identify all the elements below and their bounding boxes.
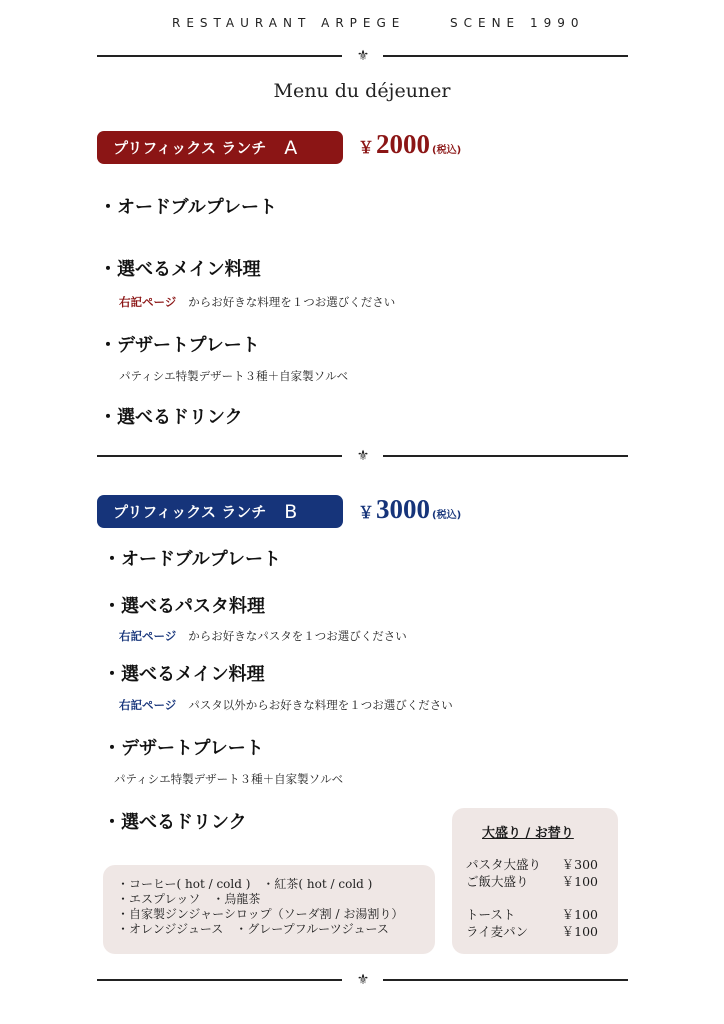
course-a-dessert-note: パティシエ特製デザート３種＋自家製ソルベ: [119, 369, 349, 383]
extras-item-name: パスタ大盛り: [466, 857, 542, 872]
divider-top: [97, 48, 628, 64]
course-a-price: [358, 129, 461, 160]
extras-row: [466, 905, 598, 923]
tax-label: (税込): [432, 145, 462, 156]
drink-line: ・エスプレッソ ・烏龍茶: [117, 892, 261, 906]
drink-line: ・コーヒー( hot / cold ) ・紅茶( hot / cold ): [117, 877, 373, 891]
extras-row: [466, 855, 598, 873]
course-a-item-hors-doeuvre: ・オードブルプレート: [99, 197, 278, 218]
course-a-item-dessert: ・デザートプレート: [99, 335, 260, 356]
course-b-badge: [97, 495, 343, 528]
extras-item-price: ￥100: [561, 907, 598, 922]
extras-item-name: トースト: [466, 907, 516, 922]
course-a-badge: [97, 131, 343, 164]
course-b-price-amount: 3000: [376, 494, 431, 524]
course-b-price: [358, 494, 461, 525]
course-a-price-amount: 2000: [376, 129, 431, 159]
extras-row: [466, 922, 598, 940]
note-ref-link: 右記ページ: [119, 629, 177, 643]
extras-title: 大盛り / お替り: [482, 826, 574, 841]
course-b-item-dessert: ・デザートプレート: [103, 738, 264, 759]
tax-label: (税込): [432, 510, 462, 521]
course-a-main-note: [119, 294, 395, 310]
note-text: からお好きな料理を１つお選びください: [188, 295, 396, 309]
extras-item-price: ￥100: [561, 874, 598, 889]
course-a-badge-label: プリフィックス ランチ: [113, 139, 267, 157]
drink-line: ・オレンジジュース ・グレープフルーツジュース: [117, 922, 389, 936]
extras-box: [452, 808, 618, 954]
extras-item-price: ￥300: [561, 857, 598, 872]
course-b-dessert-note: パティシエ特製デザート３種＋自家製ソルベ: [114, 772, 344, 786]
course-b-main-note: [119, 697, 453, 713]
yen-symbol: ￥: [358, 503, 375, 522]
drink-list-box: [103, 865, 435, 954]
course-b-item-main: ・選べるメイン料理: [103, 664, 265, 685]
course-b-badge-label: プリフィックス ランチ: [113, 503, 267, 521]
extras-item-name: ライ麦パン: [466, 924, 529, 939]
course-a-item-drink: ・選べるドリンク: [99, 407, 243, 428]
drink-line: ・自家製ジンジャーシロップ（ソーダ割 / お湯割り）: [117, 907, 404, 921]
note-text: パスタ以外からお好きな料理を１つお選びください: [188, 698, 453, 712]
extras-item-price: ￥100: [561, 924, 598, 939]
note-ref-link: 右記ページ: [119, 698, 177, 712]
note-text: からお好きなパスタを１つお選びください: [188, 629, 407, 643]
course-a-item-main: ・選べるメイン料理: [99, 259, 261, 280]
course-a-badge-letter: A: [284, 136, 298, 159]
scene-label: SCENE 1990: [450, 16, 585, 30]
course-b-badge-letter: B: [284, 500, 298, 523]
restaurant-name: RESTAURANT ARPEGE: [172, 16, 406, 30]
extras-row: [466, 872, 598, 890]
course-b-item-pasta: ・選べるパスタ料理: [103, 596, 265, 617]
divider-bottom: [97, 972, 628, 988]
yen-symbol: ￥: [358, 138, 375, 157]
course-b-item-hors-doeuvre: ・オードブルプレート: [103, 549, 282, 570]
divider-middle: [97, 448, 628, 464]
page-title: Menu du déjeuner: [273, 80, 451, 102]
fleur-de-lis-icon: ⚜: [356, 448, 370, 464]
fleur-de-lis-icon: ⚜: [356, 48, 370, 64]
course-b-item-drink: ・選べるドリンク: [103, 812, 247, 833]
course-b-pasta-note: [119, 628, 407, 644]
note-ref-link: 右記ページ: [119, 295, 177, 309]
extras-item-name: ご飯大盛り: [466, 874, 529, 889]
fleur-de-lis-icon: ⚜: [356, 972, 370, 988]
